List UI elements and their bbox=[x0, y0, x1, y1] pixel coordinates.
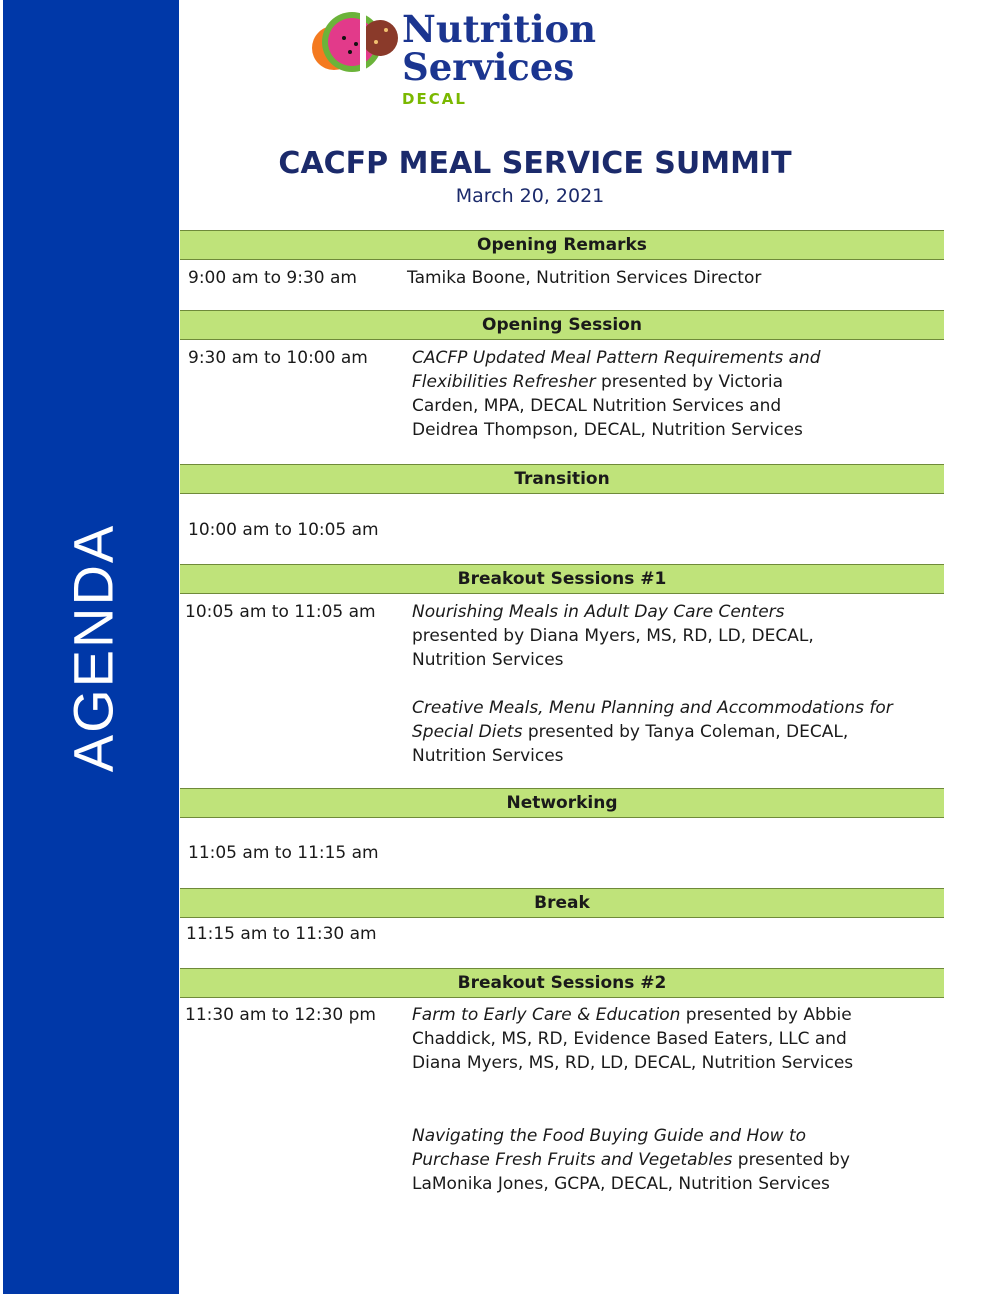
session-time: 10:00 am to 10:05 am bbox=[188, 520, 379, 540]
session-desc bbox=[412, 696, 902, 768]
session-text: presented by Abbie Chaddick, MS, RD, Evidence Based Eaters, LLC and Diana Myers, MS, RD, LD, DECAL, Nutrition Services bbox=[412, 1005, 854, 1073]
session-time: 10:05 am to 11:05 am bbox=[185, 602, 376, 622]
session-time: 9:00 am to 9:30 am bbox=[188, 268, 357, 288]
logo-line2: Services bbox=[402, 45, 575, 89]
event-date: March 20, 2021 bbox=[455, 185, 605, 207]
session-desc bbox=[412, 346, 852, 442]
session-desc bbox=[412, 1003, 882, 1075]
session-time: 9:30 am to 10:00 am bbox=[188, 348, 368, 368]
logo-sub: DECAL bbox=[402, 90, 467, 108]
session-time: 11:15 am to 11:30 am bbox=[186, 924, 377, 944]
session-time: 11:30 am to 12:30 pm bbox=[185, 1005, 376, 1025]
session-time: 11:05 am to 11:15 am bbox=[188, 843, 379, 863]
session-title: Navigating the Food Buying Guide and How to Purchase Fresh Fruits and Vegetables bbox=[412, 1126, 807, 1170]
section-heading: Opening Remarks bbox=[180, 230, 944, 260]
session-text: presented by Victoria Carden, MPA, DECAL Nutrition Services and Deidrea Thompson, DECAL, Nutrition Services bbox=[412, 372, 803, 440]
session-text: presented by Tanya Coleman, DECAL, Nutrition Services bbox=[412, 722, 849, 766]
session-desc bbox=[412, 600, 842, 672]
session-title: Nourishing Meals in Adult Day Care Centers bbox=[412, 602, 785, 622]
session-title: Farm to Early Care & Education bbox=[412, 1005, 681, 1025]
session-text: presented by LaMonika Jones, GCPA, DECAL, Nutrition Services bbox=[412, 1150, 850, 1194]
page-title: CACFP MEAL SERVICE SUMMIT bbox=[278, 146, 792, 181]
section-heading: Break bbox=[180, 888, 944, 918]
session-desc bbox=[412, 1124, 882, 1196]
section-heading: Networking bbox=[180, 788, 944, 818]
session-title: Creative Meals, Menu Planning and Accommodations for Special Diets bbox=[412, 698, 893, 742]
agenda-sidebar bbox=[3, 0, 179, 1294]
section-heading: Breakout Sessions #2 bbox=[180, 968, 944, 998]
section-heading: Breakout Sessions #1 bbox=[180, 564, 944, 594]
session-text: presented by Diana Myers, MS, RD, LD, DECAL, Nutrition Services bbox=[412, 626, 814, 670]
agenda-label: AGENDA bbox=[61, 523, 125, 773]
section-heading: Transition bbox=[180, 464, 944, 494]
session-title: CACFP Updated Meal Pattern Requirements and Flexibilities Refresher bbox=[412, 348, 821, 392]
logo-wordmark bbox=[402, 7, 597, 89]
session-desc bbox=[407, 266, 897, 290]
session-text: Tamika Boone, Nutrition Services Director bbox=[407, 268, 762, 288]
logo-line1: Nutrition bbox=[402, 7, 597, 51]
section-heading: Opening Session bbox=[180, 310, 944, 340]
